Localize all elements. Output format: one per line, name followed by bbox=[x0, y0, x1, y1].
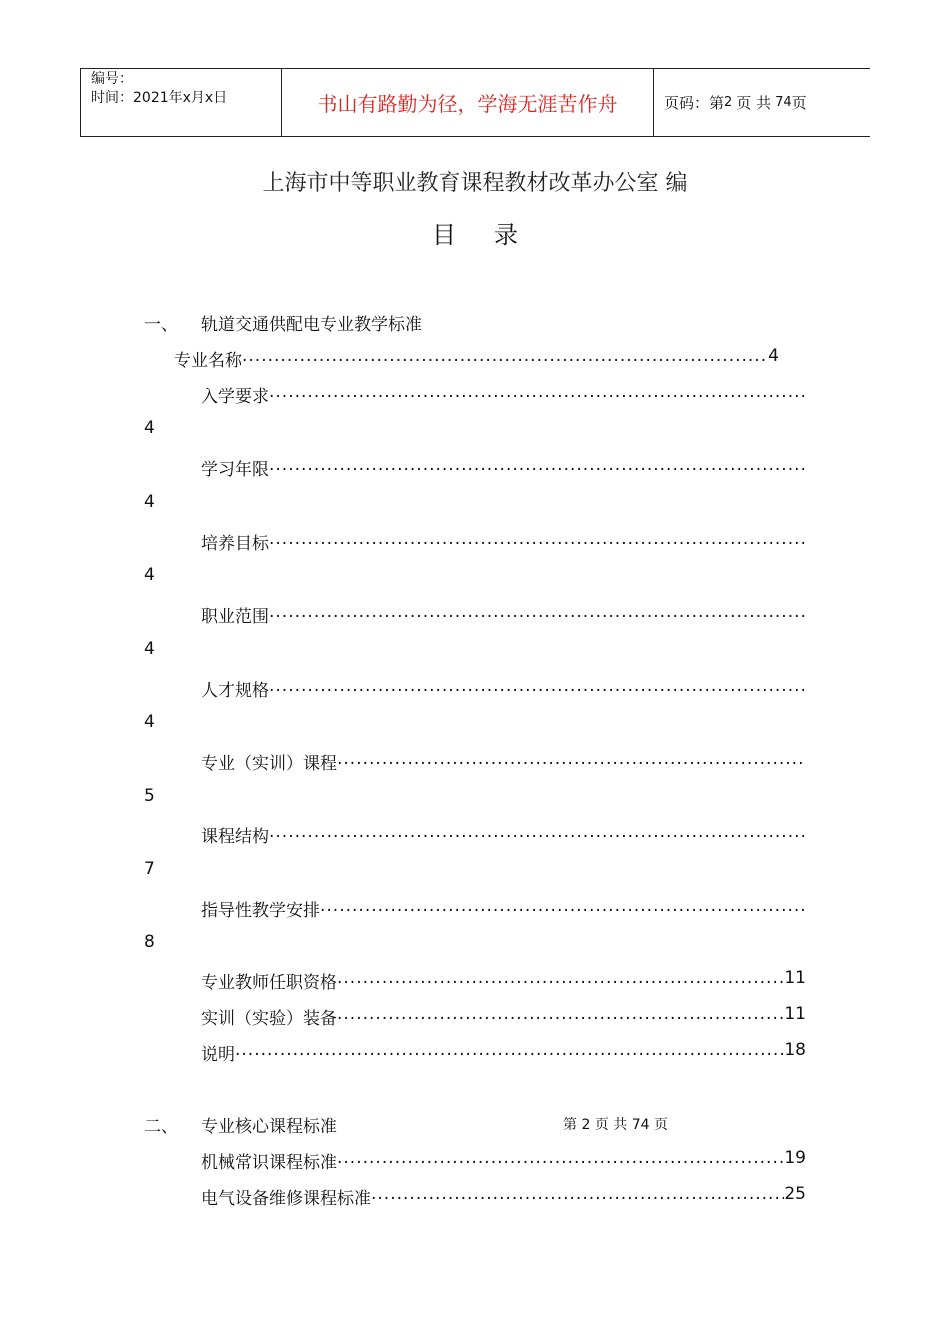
toc-item-label: 专业名称 bbox=[174, 351, 242, 371]
toc-item-label: 机械常识课程标准 bbox=[201, 1153, 337, 1173]
toc-leader bbox=[269, 529, 805, 554]
header-motto-cell bbox=[281, 69, 654, 136]
page-suffix: 页 bbox=[791, 94, 807, 112]
toc-leader bbox=[337, 1004, 784, 1029]
toc-item[interactable] bbox=[201, 455, 805, 480]
section-1-number: 一、 bbox=[144, 315, 178, 335]
toc-leader bbox=[371, 1184, 784, 1209]
toc-leader bbox=[269, 455, 805, 480]
organization-line: 上海市中等职业教育课程教材改革办公室 编 bbox=[262, 171, 688, 196]
section-1-title: 轨道交通供配电专业教学标准 bbox=[201, 315, 422, 335]
toc-item[interactable] bbox=[201, 1148, 806, 1173]
toc-item-label: 电气设备维修课程标准 bbox=[201, 1189, 371, 1209]
toc-item[interactable] bbox=[201, 749, 805, 774]
footer-page-number: 第 2 页 共 74 页 bbox=[563, 1117, 668, 1133]
toc-item-label: 入学要求 bbox=[201, 387, 269, 407]
section-2-title: 专业核心课程标准 bbox=[201, 1117, 337, 1137]
time-label: 时间：2021年x月x日 bbox=[91, 90, 228, 106]
header-table bbox=[80, 68, 870, 137]
toc-item-page: 8 bbox=[144, 932, 155, 952]
toc-item[interactable] bbox=[201, 602, 805, 627]
toc-item[interactable] bbox=[201, 822, 805, 847]
toc-item-page: 18 bbox=[784, 1040, 806, 1060]
toc-item-page: 4 bbox=[768, 346, 779, 366]
toc-item[interactable] bbox=[201, 968, 806, 993]
toc-item[interactable] bbox=[201, 1004, 806, 1029]
serial-label: 编号： bbox=[91, 71, 133, 87]
toc-leader bbox=[242, 346, 768, 371]
toc-item-label: 实训（实验）装备 bbox=[201, 1009, 337, 1029]
toc-item-label: 培养目标 bbox=[201, 534, 269, 554]
toc-item-label: 专业（实训）课程 bbox=[201, 754, 337, 774]
toc-item-page: 19 bbox=[784, 1148, 806, 1168]
page-mid: 页 共 bbox=[736, 94, 772, 112]
toc-item[interactable] bbox=[201, 676, 805, 701]
toc-item[interactable] bbox=[201, 1184, 806, 1209]
toc-item-label: 课程结构 bbox=[201, 827, 269, 847]
toc-leader bbox=[269, 822, 805, 847]
toc-item-page: 25 bbox=[784, 1184, 806, 1204]
motto-text: 书山有路勤为径，学海无涯苦作舟 bbox=[317, 92, 618, 116]
toc-leader bbox=[269, 602, 805, 627]
toc-title: 目录 bbox=[432, 221, 556, 249]
page-prefix: 页码：第 bbox=[664, 94, 725, 112]
toc-item-label: 学习年限 bbox=[201, 460, 269, 480]
toc-leader bbox=[320, 896, 805, 921]
toc-item[interactable] bbox=[201, 529, 805, 554]
toc-item-page: 11 bbox=[784, 968, 806, 988]
toc-item[interactable] bbox=[201, 896, 805, 921]
toc-item-label: 指导性教学安排 bbox=[201, 901, 320, 921]
header-page-cell bbox=[654, 69, 870, 136]
toc-leader bbox=[269, 382, 805, 407]
toc-item-label: 专业教师任职资格 bbox=[201, 973, 337, 993]
toc-leader bbox=[337, 968, 784, 993]
toc-item-page: 4 bbox=[144, 492, 155, 512]
page-total: 74 bbox=[775, 95, 792, 110]
toc-item-label: 职业范围 bbox=[201, 607, 269, 627]
toc-item-label: 说明 bbox=[201, 1045, 235, 1065]
toc-item-page: 11 bbox=[784, 1004, 806, 1024]
toc-item-page: 4 bbox=[144, 418, 155, 438]
toc-item[interactable] bbox=[174, 346, 779, 371]
toc-item-page: 7 bbox=[144, 859, 155, 879]
toc-leader bbox=[337, 749, 805, 774]
toc-item[interactable] bbox=[201, 1040, 806, 1065]
toc-item-page: 4 bbox=[144, 565, 155, 585]
toc-item[interactable] bbox=[201, 382, 805, 407]
page-current: 2 bbox=[724, 95, 733, 110]
toc-leader bbox=[235, 1040, 784, 1065]
toc-item-page: 4 bbox=[144, 639, 155, 659]
toc-item-page: 4 bbox=[144, 712, 155, 732]
toc-leader bbox=[337, 1148, 784, 1173]
section-2-number: 二、 bbox=[144, 1117, 178, 1137]
header-meta-cell bbox=[80, 69, 281, 136]
toc-item-page: 5 bbox=[144, 786, 155, 806]
toc-item-label: 人才规格 bbox=[201, 681, 269, 701]
toc-leader bbox=[269, 676, 805, 701]
